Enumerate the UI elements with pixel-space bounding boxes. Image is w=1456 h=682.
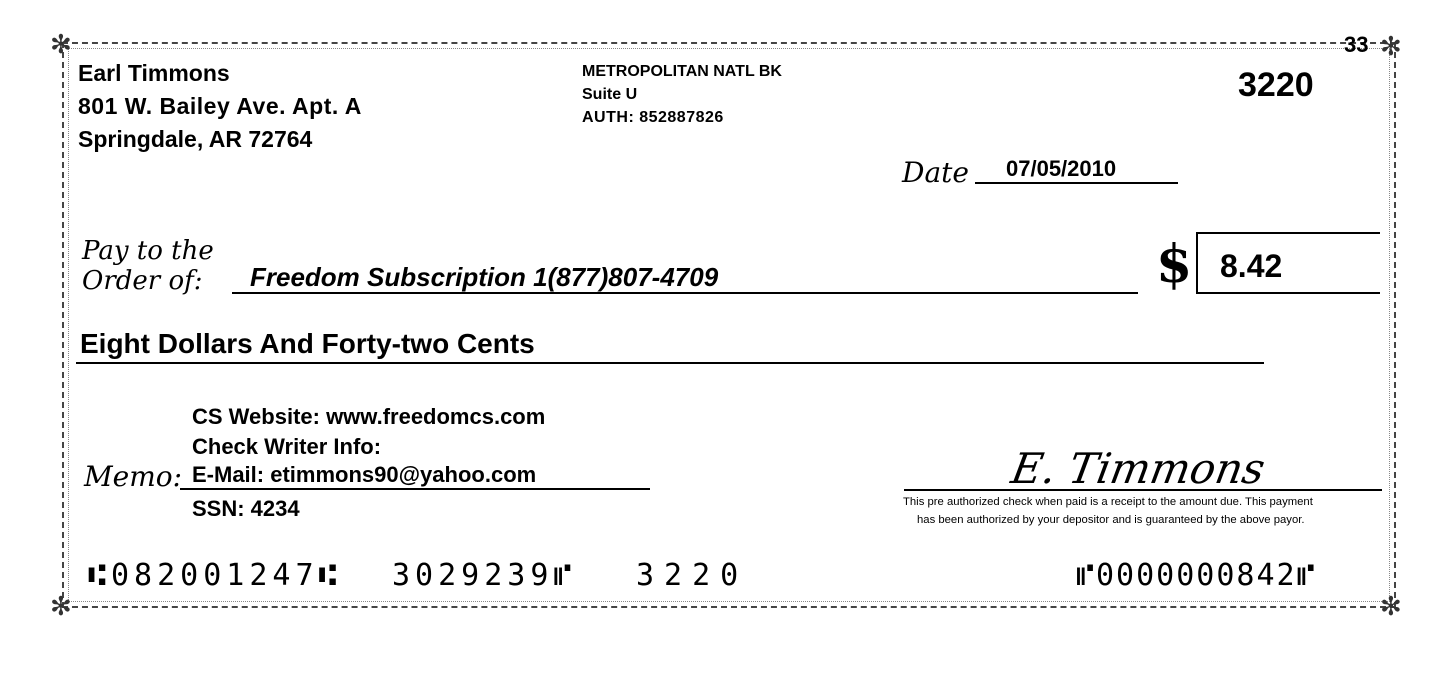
micr-account: 3029239⑈ [392,558,577,593]
payee-label-line2: Order of: [82,266,203,296]
signature-line [904,489,1382,491]
payee-label-line1: Pay to the [82,236,214,266]
signature-disclaimer-line2: has been authorized by your depositor and is guaranteed by the above payor. [917,514,1305,526]
payer-name: Earl Timmons [78,60,230,86]
memo-line4: SSN: 4234 [192,496,300,521]
date-underline [975,182,1178,184]
check-number: 3220 [1238,66,1314,104]
payer-address-line2: Springdale, AR 72764 [78,126,313,152]
dollar-sign-icon: $ [1156,234,1193,295]
date-label: Date [902,156,969,189]
corner-ornament-bottom-right: ✻ [1380,592,1402,622]
payee-underline [232,292,1138,294]
micr-check-number: 3220 [636,558,749,593]
bank-auth: AUTH: 852887826 [582,109,724,126]
amount-written: Eight Dollars And Forty-two Cents [80,328,535,359]
amount-written-underline [76,362,1264,364]
payer-address-line1: 801 W. Bailey Ave. Apt. A [78,93,362,119]
corner-ornament-top-right: ✻ [1380,32,1402,62]
memo-underline [180,488,650,490]
date-value: 07/05/2010 [1006,156,1117,181]
payee-value: Freedom Subscription 1(877)807-4709 [250,262,719,292]
corner-ornament-top-left: ✻ [50,30,72,60]
memo-label: Memo: [84,460,183,493]
memo-line2: Check Writer Info: [192,434,382,459]
corner-ornament-bottom-left: ✻ [50,592,72,622]
memo-line3: E-Mail: etimmons90@yahoo.com [192,462,537,487]
corner-number: 33 [1344,32,1369,57]
bank-suite: Suite U [582,86,638,103]
bank-name: METROPOLITAN NATL BK [582,63,782,80]
signature: E. Timmons [1007,444,1269,493]
amount-value: 8.42 [1220,248,1283,284]
memo-line1: CS Website: www.freedomcs.com [192,404,546,429]
micr-amount: ⑈0000000842⑈ [1076,558,1317,593]
signature-disclaimer-line1: This pre authorized check when paid is a receipt to the amount due. This payment [903,496,1313,508]
micr-routing: ⑆082001247⑆ [88,558,342,593]
